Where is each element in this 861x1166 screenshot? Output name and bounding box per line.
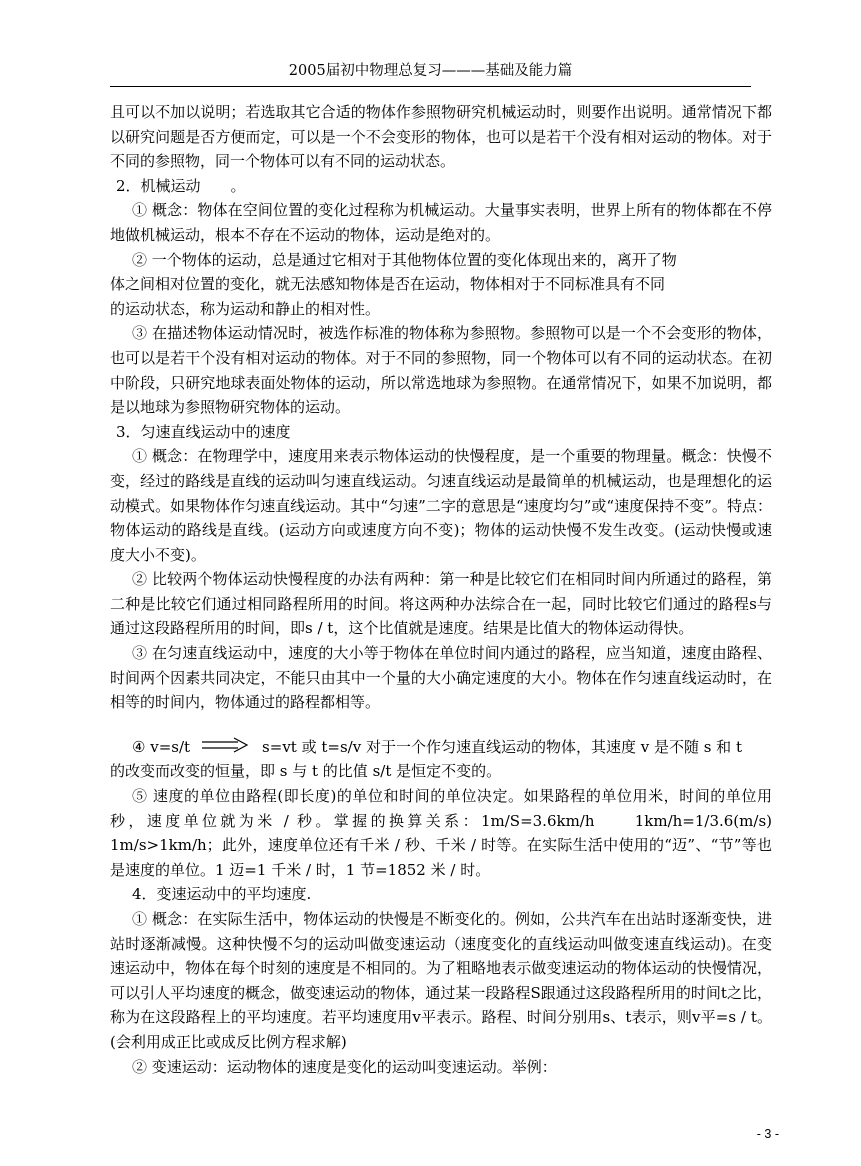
double-arrow-icon bbox=[202, 735, 248, 760]
section-heading-2: 2．机械运动 。 bbox=[116, 176, 246, 195]
paragraph-4-1: ① 概念：在实际生活中，物体运动的快慢是不断变化的。例如，公共汽车在出站时逐渐变快，进站时逐渐减慢。这种快慢不匀的运动叫做变速运动（速度变化的直线运动叫做变速直线运动)。在变速运动中，物体在每个时刻的速度是不相同的。为了粗略地表示做变速运动的物体运动的快慢情况，可以引人平均速度的概念，做变速运动的物体，通过某一段路程S跟通过这段路程所用的时间t之比，称为在这段路程上的平均速度。若平均速度用v平表示。路程、时间分别用s、t表示，则v平=s / t。(会利用成正比或成反比例方程求解) bbox=[110, 910, 772, 1051]
formula-row bbox=[110, 735, 772, 760]
formula-left: ④ v=s/t bbox=[132, 737, 191, 756]
paragraph-2-3: ③ 在描述物体运动情况时，被选作标准的物体称为参照物。参照物可以是一个不会变形的物体，也可以是若干个没有相对运动的物体。对于不同的参照物，同一个物体可以有不同的运动状态。在初中阶段，只研究地球表面处物体的运动，所以常选地球为参照物。在通常情况下，如果不加说明，都是以地球为参照物研究物体的运动。 bbox=[110, 324, 772, 417]
page-header bbox=[110, 60, 751, 87]
paragraph-4-2: ② 变速运动：运动物体的速度是变化的运动叫变速运动。举例： bbox=[132, 1057, 557, 1076]
document-body bbox=[110, 100, 788, 1110]
paragraph-3-2: ② 比较两个物体运动快慢程度的办法有两种：第一种是比较它们在相同时间内所通过的路程，第二种是比较它们通过相同路程所用的时间。将这两种办法综合在一起，同时比较它们通过的路程s与通过这段路程所用的时间，即s / t，这个比值就是速度。结果是比值大的物体运动得快。 bbox=[110, 570, 772, 638]
paragraph-3-3: ③ 在匀速直线运动中，速度的大小等于物体在单位时间内通过的路程，应当知道，速度由路程、时间两个因素共同决定，不能只由其中一个量的大小确定速度的大小。物体在作匀速直线运动时，在相等的时间内，物体通过的路程都相等。 bbox=[110, 644, 772, 712]
paragraph-2-2-line3: 的运动状态，称为运动和静止的相对性。 bbox=[110, 299, 381, 318]
section-heading-3: 3．匀速直线运动中的速度 bbox=[116, 422, 291, 441]
paragraph-intro: 且可以不加以说明；若选取其它合适的物体作参照物研究机械运动时，则要作出说明。通常情况下都以研究问题是否方便而定，可以是一个不会变形的物体，也可以是若干个没有相对运动的物体。对于不同的参照物，同一个物体可以有不同的运动状态。 bbox=[110, 103, 772, 171]
page-number: - 3 - bbox=[756, 1127, 779, 1141]
paragraph-3-1: ① 概念：在物理学中，速度用来表示物体运动的快慢程度，是一个重要的物理量。概念：快慢不变，经过的路线是直线的运动叫匀速直线运动。匀速直线运动是最简单的机械运动，也是理想化的运动模式。如果物体作匀速直线运动。其中“匀速”二字的意思是“速度均匀”或“速度保持不变”。特点：物体运动的路线是直线。(运动方向或速度方向不变)；物体的运动快慢不发生改变。(运动快慢或速度大小不变)。 bbox=[110, 447, 772, 564]
formula-right: s=vt 或 t=s/v 对于一个作匀速直线运动的物体，其速度 v 是不随 s 和 t bbox=[262, 737, 742, 756]
spacer bbox=[110, 715, 772, 735]
header-title: 2005届初中物理总复习———基础及能力篇 bbox=[288, 63, 573, 79]
paragraph-3-5: ⑤ 速度的单位由路程(即长度)的单位和时间的单位决定。如果路程的单位用米，时间的单位用秒，速度单位就为米 / 秒。掌握的换算关系：1m/S=3.6km/h 1km/h=1/3.6(m/s) 1m/s>1km/h；此外，速度单位还有千米 / 秒、千米 / 时等。在实际生活中使用的“迈”、“节”等也是速度的单位。1 迈=1 千米 / 时，1 节=1852 米 / 时。 bbox=[110, 787, 788, 879]
paragraph-2-2-line1: ② 一个物体的运动，总是通过它相对于其他物体位置的变化体现出来的，离开了物 bbox=[132, 250, 677, 269]
paragraph-3-4-cont: 的改变而改变的恒量，即 s 与 t 的比值 s/t 是恒定不变的。 bbox=[110, 762, 502, 781]
paragraph-2-1: ① 概念：物体在空间位置的变化过程称为机械运动。大量事实表明，世界上所有的物体都在不停地做机械运动，根本不存在不运动的物体，运动是绝对的。 bbox=[110, 201, 772, 244]
paragraph-2-2-line2: 体之间相对位置的变化，就无法感知物体是否在运动，物体相对于不同标准具有不同 bbox=[110, 275, 666, 294]
section-heading-4: 4．变速运动中的平均速度. bbox=[132, 885, 312, 904]
